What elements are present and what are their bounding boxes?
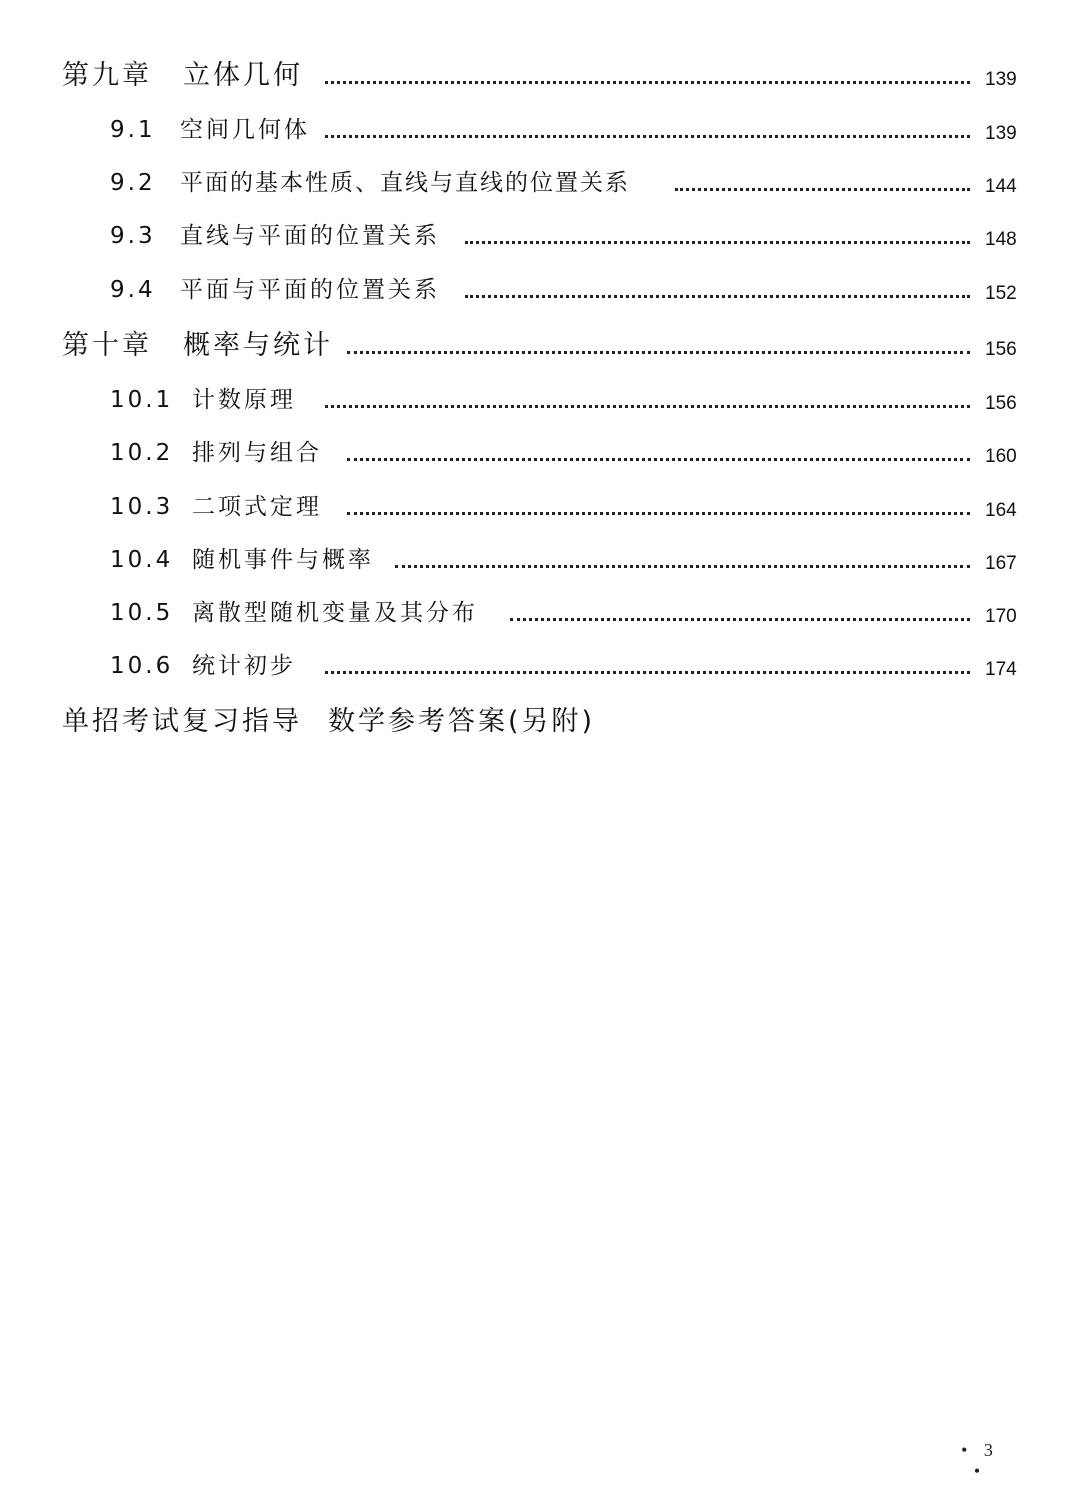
dot-leader — [325, 405, 970, 408]
dot-leader — [347, 512, 970, 515]
toc-entry-section-10-6 — [0, 646, 1080, 686]
toc-entry-section-9-4 — [0, 270, 1080, 310]
dot-leader — [325, 81, 970, 84]
toc-entry-number: 第九章 — [62, 60, 152, 91]
dot-leader — [465, 295, 970, 298]
toc-entry-page: 170 — [985, 606, 1017, 627]
toc-entry-number: 10.6 — [110, 653, 174, 679]
toc-entry-title: 离散型随机变量及其分布 — [192, 600, 478, 626]
toc-entry-title: 二项式定理 — [192, 494, 322, 520]
dot-leader — [347, 458, 970, 461]
toc-entry-section-10-1 — [0, 380, 1080, 420]
toc-entry-title: 空间几何体 — [180, 117, 310, 143]
toc-entry-page: 139 — [985, 69, 1017, 90]
toc-entry-page: 139 — [985, 123, 1017, 144]
toc-entry-page: 167 — [985, 553, 1017, 574]
toc-entry-number: 10.2 — [110, 440, 174, 466]
dot-leader — [675, 188, 970, 191]
toc-entry-title: 计数原理 — [192, 387, 296, 413]
toc-entry-section-10-2 — [0, 433, 1080, 473]
appendix-part-2: 数学参考答案(另附) — [328, 706, 596, 737]
toc-appendix-line — [62, 702, 595, 742]
toc-entry-title: 平面与平面的位置关系 — [180, 277, 440, 303]
toc-entry-section-10-4 — [0, 540, 1080, 580]
toc-entry-number: 第十章 — [62, 330, 152, 361]
toc-entry-title: 概率与统计 — [183, 330, 333, 361]
toc-entry-section-10-3 — [0, 487, 1080, 527]
toc-entry-page: 144 — [985, 176, 1017, 197]
toc-entry-number: 9.4 — [110, 277, 156, 303]
toc-entry-section-9-2 — [0, 163, 1080, 203]
toc-entry-chapter-9 — [0, 56, 1080, 96]
dot-leader — [347, 351, 970, 354]
toc-entry-number: 10.5 — [110, 600, 174, 626]
toc-entry-title: 平面的基本性质、直线与直线的位置关系 — [180, 170, 630, 196]
toc-entry-number: 10.4 — [110, 547, 174, 573]
toc-entry-section-9-1 — [0, 110, 1080, 150]
toc-entry-page: 164 — [985, 500, 1017, 521]
dot-leader — [325, 135, 970, 138]
toc-entry-number: 10.3 — [110, 494, 174, 520]
dot-leader — [325, 671, 970, 674]
toc-entry-page: 152 — [985, 283, 1017, 304]
toc-entry-page: 156 — [985, 393, 1017, 414]
toc-entry-title: 统计初步 — [192, 653, 296, 679]
toc-entry-section-10-5 — [0, 593, 1080, 633]
toc-entry-chapter-10 — [0, 326, 1080, 366]
toc-entry-title: 随机事件与概率 — [192, 547, 374, 573]
toc-entry-title: 排列与组合 — [192, 440, 322, 466]
dot-leader — [510, 618, 970, 621]
toc-entry-title: 直线与平面的位置关系 — [180, 223, 440, 249]
dot-leader — [465, 241, 970, 244]
toc-entry-page: 156 — [985, 339, 1017, 360]
toc-entry-number: 9.2 — [110, 170, 156, 196]
toc-entry-title: 立体几何 — [183, 60, 303, 91]
toc-entry-number: 9.3 — [110, 223, 156, 249]
toc-entry-number: 9.1 — [110, 117, 156, 143]
toc-entry-section-9-3 — [0, 216, 1080, 256]
toc-entry-number: 10.1 — [110, 387, 174, 413]
appendix-part-1: 单招考试复习指导 — [62, 706, 302, 737]
page-number: • 3 • — [961, 1440, 999, 1481]
toc-entry-page: 160 — [985, 446, 1017, 467]
toc-entry-page: 148 — [985, 229, 1017, 250]
dot-leader — [395, 565, 970, 568]
toc-entry-page: 174 — [985, 659, 1017, 680]
